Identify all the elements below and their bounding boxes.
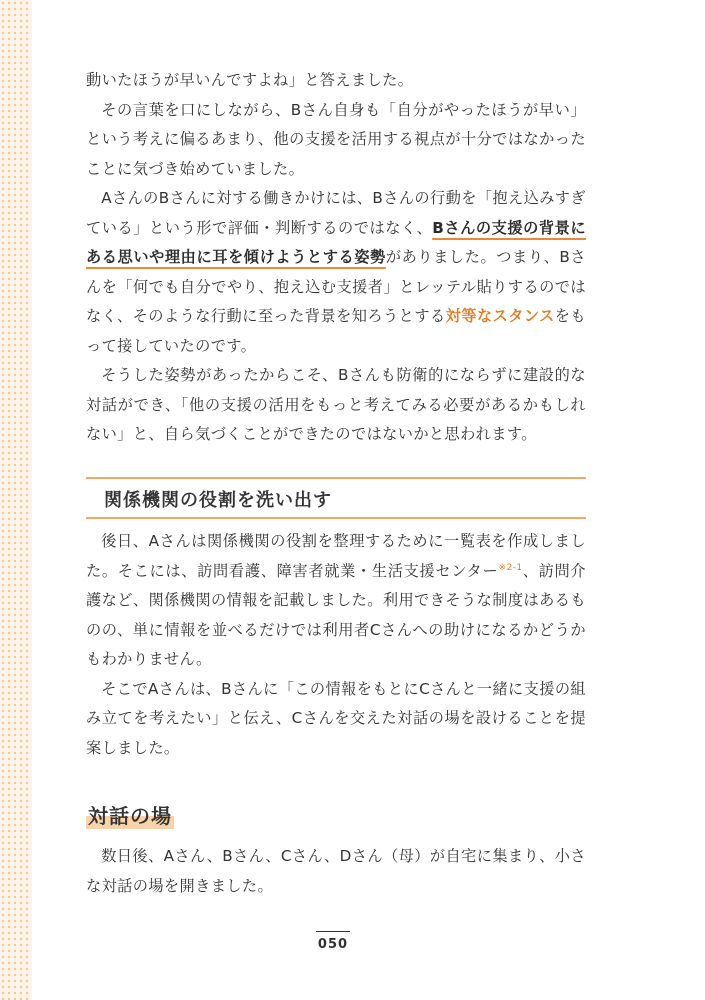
paragraph-dialogue: 数日後、Aさん、Bさん、Cさん、Dさん（母）が自宅に集まり、小さな対話の場を開きました。: [86, 847, 586, 895]
paragraph-conclusion: そうした姿勢があったからこそ、Bさんも防衛的にならずに建設的な対話ができ、「他の支援の活用をもっと考えてみる必要があるかもしれない」と、自ら気づくことができたのではないかと思われます。: [86, 366, 586, 443]
text-segment: AさんのBさんに対する働きかけには、Bさんの行動を「抱え込みすぎている」という形で評価・判断するのではなく、: [86, 189, 586, 237]
decorative-dot-border: [0, 0, 32, 1000]
text-segment: がありました。つまり、Bさんを「何でも自分でやり、抱え込む支援者」とレッテル貼りするのではなく、そのような行動に至った背景を知ろうとする: [86, 248, 586, 325]
paragraph-b-reflection: その言葉を口にしながら、Bさん自身も「自分がやったほうが早い」という考えに偏るあまり、他の支援を活用する視点が十分ではなかったことに気づき始めていました。: [86, 100, 586, 178]
body-text-top: [86, 66, 586, 450]
subsection-heading: 対話の場: [86, 800, 174, 829]
body-text-subsection: [86, 842, 586, 901]
emphasis-orange: 対等なスタンス: [445, 307, 555, 325]
page-number: 050: [317, 937, 349, 952]
emphasis-underlined: Bさんの支援の背景にある思いや理由に耳を傾けようとする姿勢: [86, 218, 586, 266]
paragraph-list-creation: [86, 527, 586, 675]
paragraph-a-approach: [86, 184, 586, 361]
section-heading: 関係機関の役割を洗い出す: [104, 490, 332, 511]
footnote-marker: ※2-1: [498, 562, 523, 573]
text-segment: 、訪問介護など、関係機関の情報を記載しました。利用できそうな制度はあるものの、単に情報を並べるだけでは利用者Cさんへの助けになるかどうかもわかりません。: [86, 561, 586, 668]
paragraph-proposal: そこでAさんは、Bさんに「この情報をもとにCさんと一緒に支援の組み立てを考えたい」と伝え、Cさんを交えた対話の場を設けることを提案しました。: [86, 679, 586, 757]
text-segment: をもって接していたのです。: [86, 307, 586, 355]
text-segment: 後日、Aさんは関係機関の役割を整理するために一覧表を作成しました。そこには、訪問看護、障害者就業・生活支援センター: [86, 532, 586, 580]
page-number-rule: [316, 931, 350, 932]
section-heading-box: [86, 477, 586, 519]
paragraph-continued: 動いたほうが早いんですよね」と答えました。: [86, 71, 414, 89]
body-text-section: [86, 527, 586, 763]
